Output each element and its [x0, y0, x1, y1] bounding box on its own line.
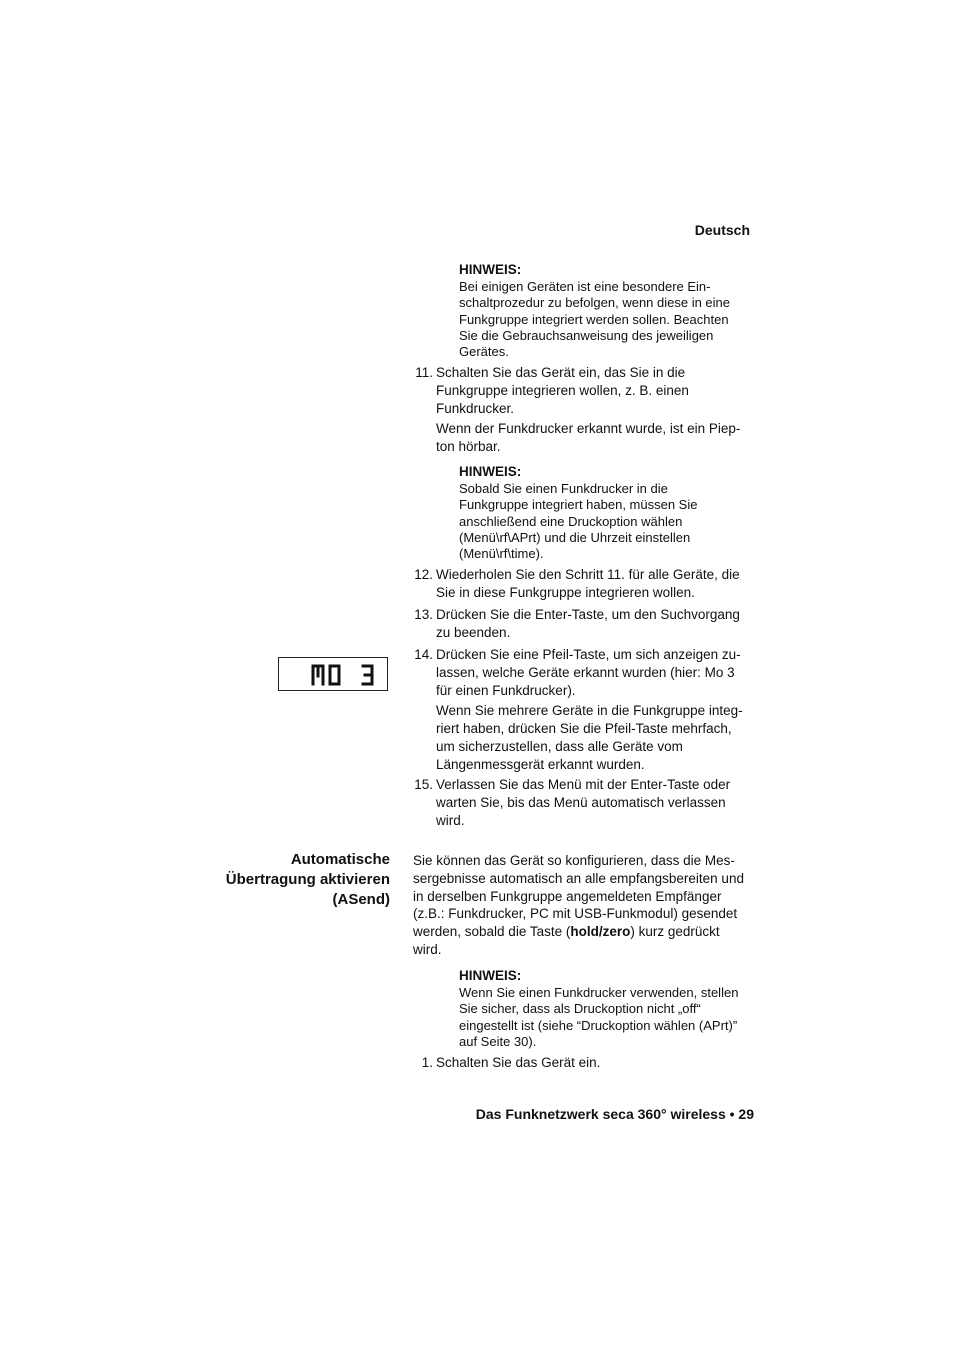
step-line: warten Sie, bis das Menü automatisch verlassen	[436, 794, 726, 810]
step-line: riert haben, drücken Sie die Pfeil-Taste mehrfach,	[436, 721, 732, 737]
step-line: Drücken Sie eine Pfeil-Taste, um sich anzeigen zu-	[436, 647, 741, 662]
intro-line: wird.	[413, 941, 442, 957]
step-11	[410, 364, 755, 456]
step-number: 11.	[415, 365, 433, 380]
step-line: Verlassen Sie das Menü mit der Enter-Taste oder	[436, 777, 731, 792]
section-intro	[413, 852, 758, 959]
step-line: Wiederholen Sie den Schritt 11. für alle Geräte, die	[436, 567, 740, 582]
note-heading: HINWEIS:	[459, 968, 522, 983]
step-line: zu beenden.	[436, 624, 511, 640]
lcd-text	[279, 658, 387, 690]
intro-line: Sie können das Gerät so konfigurieren, dass die Mes-	[413, 853, 735, 868]
step-line: lassen, welche Geräte erkannt wurden (hier: Mo 3	[436, 664, 735, 680]
lcd-display	[278, 657, 388, 691]
note-line: Sobald Sie einen Funkdrucker in die	[459, 481, 668, 497]
note-heading: HINWEIS:	[459, 464, 522, 479]
step-number: 14.	[414, 647, 433, 662]
note-box	[459, 262, 759, 360]
step-number: 13.	[414, 607, 433, 622]
step-line: Schalten Sie das Gerät ein.	[436, 1055, 601, 1070]
note-line: (Menü\rf\APrt) und die Uhrzeit einstellen	[459, 529, 691, 545]
note-line: eingestellt ist (siehe “Druckoption wählen (APrt)”	[459, 1017, 738, 1033]
step-15	[410, 776, 755, 829]
note-box	[459, 968, 759, 1050]
intro-text: werden, sobald die Taste (	[413, 924, 571, 940]
step-number: 1.	[421, 1055, 433, 1070]
step-line: für einen Funkdrucker).	[436, 682, 576, 698]
note-line: Funkgruppe integriert werden sollen. Beachten	[459, 311, 729, 327]
page-footer: Das Funknetzwerk seca 360° wireless • 29	[475, 1106, 754, 1122]
intro-line: in derselben Funkgruppe angemeldeten Empfänger	[413, 888, 722, 904]
step-line: Längenmessgerät erkannt wurden.	[436, 756, 645, 772]
intro-text: ) kurz gedrückt	[630, 924, 720, 940]
step-line: Drücken Sie die Enter-Taste, um den Suchvorgang	[436, 607, 740, 622]
note-line: Sie sicher, dass als Druckoption nicht „off“	[459, 1001, 701, 1017]
step-line: Funkdrucker.	[436, 400, 515, 416]
language-label: Deutsch	[694, 222, 750, 238]
key-name: hold/zero	[570, 924, 631, 940]
intro-line: sergebnisse automatisch an alle empfangsbereiten und	[413, 870, 744, 886]
note-heading: HINWEIS:	[459, 262, 522, 277]
note-box	[459, 464, 759, 562]
section-heading-line: Automatische	[290, 851, 390, 868]
note-line: Wenn Sie einen Funkdrucker verwenden, stellen	[459, 985, 739, 1001]
step-14	[410, 646, 755, 774]
step-line: Wenn Sie mehrere Geräte in die Funkgruppe integ-	[436, 703, 743, 719]
step-number: 15.	[414, 777, 433, 792]
note-line: (Menü\rf\time).	[459, 546, 544, 562]
note-line: auf Seite 30).	[459, 1033, 537, 1049]
note-line: Gerätes.	[459, 344, 509, 360]
step-line: Sie in diese Funkgruppe integrieren wollen.	[436, 584, 695, 600]
step-number: 12.	[414, 567, 433, 582]
step-12	[410, 566, 755, 602]
note-line: Sie die Gebrauchsanweisung des jeweiligen	[459, 327, 714, 343]
note-line: Funkgruppe integriert haben, müssen Sie	[459, 497, 698, 513]
section-heading-line: Übertragung aktivieren	[225, 871, 390, 888]
step-line: Schalten Sie das Gerät ein, das Sie in die	[436, 365, 686, 380]
section-heading-line: (ASend)	[332, 891, 390, 908]
section-heading	[150, 850, 390, 910]
step-line: wird.	[436, 812, 465, 828]
note-line: anschließend eine Druckoption wählen	[459, 513, 683, 529]
note-line: schaltprozedur zu befolgen, wenn diese in eine	[459, 295, 731, 311]
intro-line: (z.B.: Funkdrucker, PC mit USB-Funkmodul) gesendet	[413, 906, 738, 922]
step-line: um sicherzustellen, dass alle Geräte vom	[436, 738, 683, 754]
step-line: ton hörbar.	[436, 439, 501, 455]
step-line: Funkgruppe integrieren wollen, z. B. einen	[436, 382, 689, 398]
step-1	[410, 1054, 755, 1072]
note-line: Bei einigen Geräten ist eine besondere Ein-	[459, 279, 711, 295]
intro-line	[413, 923, 758, 941]
step-line: Wenn der Funkdrucker erkannt wurde, ist ein Piep-	[436, 421, 741, 437]
step-13	[410, 606, 755, 642]
